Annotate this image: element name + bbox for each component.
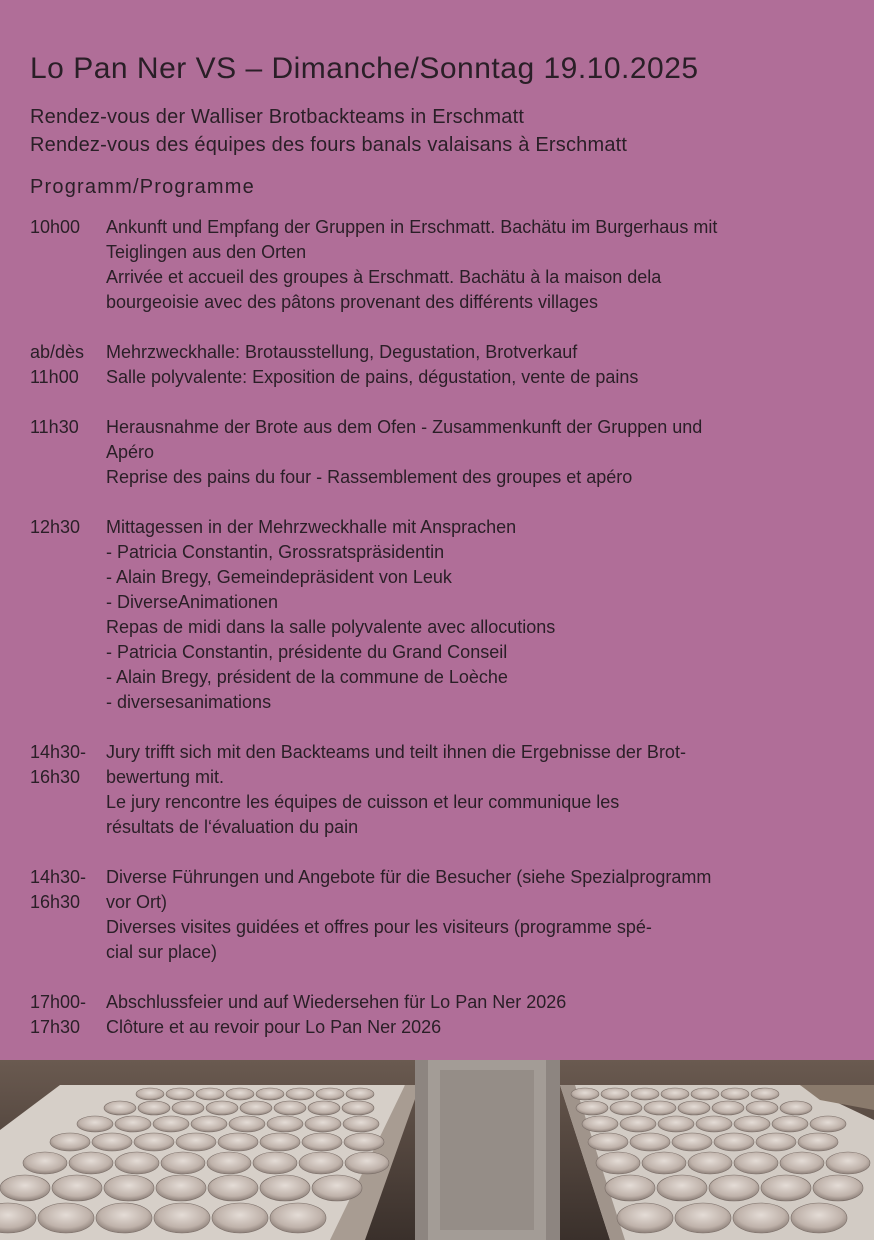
- bread-loaf-icon: [312, 1175, 362, 1201]
- entry-line: - Patricia Constantin, Grossratspräsidentin: [106, 542, 445, 562]
- bread-loaf-icon: [69, 1152, 113, 1174]
- entry-line: bewertung mit.: [106, 767, 225, 787]
- bread-loaf-icon: [172, 1101, 204, 1115]
- entry-time: 14h30- 16h30: [30, 867, 87, 912]
- bread-loaf-icon: [588, 1133, 628, 1151]
- bread-loaf-icon: [96, 1203, 152, 1233]
- program-heading: Programm/Programme: [30, 176, 255, 198]
- page-title: Lo Pan Ner VS – Dimanche/Sonntag 19.10.2025: [30, 52, 699, 85]
- bread-loaf-icon: [791, 1203, 847, 1233]
- entry-time: 17h00- 17h30: [30, 992, 87, 1037]
- schedule-entry-1000: [30, 215, 850, 315]
- bread-loaves-photo: [0, 1060, 874, 1240]
- entry-time: 14h30- 16h30: [30, 742, 87, 787]
- entry-time: ab/dès 11h00: [30, 342, 85, 387]
- bread-loaf-icon: [267, 1116, 303, 1132]
- bread-loaf-icon: [345, 1152, 389, 1174]
- bread-loaf-icon: [678, 1101, 710, 1115]
- schedule-list: [30, 215, 850, 1065]
- bread-loaf-icon: [38, 1203, 94, 1233]
- entry-line: vor Ort): [106, 892, 167, 912]
- bread-loaf-icon: [260, 1175, 310, 1201]
- bread-loaf-icon: [286, 1088, 314, 1100]
- bread-loaf-icon: [316, 1088, 344, 1100]
- bread-loaf-icon: [342, 1101, 374, 1115]
- bread-loaf-icon: [344, 1133, 384, 1151]
- bread-loaf-icon: [772, 1116, 808, 1132]
- bread-loaf-icon: [104, 1101, 136, 1115]
- bread-loaf-icon: [617, 1203, 673, 1233]
- entry-line: Herausnahme der Brote aus dem Ofen - Zusammenkunft der Gruppen und: [106, 417, 703, 437]
- bread-loaf-icon: [136, 1088, 164, 1100]
- bread-loaf-icon: [712, 1101, 744, 1115]
- bread-loaf-icon: [761, 1175, 811, 1201]
- bread-loaf-icon: [156, 1175, 206, 1201]
- bread-loaf-icon: [582, 1116, 618, 1132]
- bread-loaf-icon: [153, 1116, 189, 1132]
- schedule-entry-jury: [30, 740, 850, 840]
- bread-loaf-icon: [260, 1133, 300, 1151]
- bread-loaf-icon: [218, 1133, 258, 1151]
- bread-loaf-icon: [240, 1101, 272, 1115]
- entry-line: Jury trifft sich mit den Backteams und teilt ihnen die Ergebnisse der Brot-: [106, 742, 686, 762]
- entry-line: - diversesanimations: [106, 692, 272, 712]
- bread-loaf-icon: [751, 1088, 779, 1100]
- bread-loaf-icon: [305, 1116, 341, 1132]
- bread-loaf-icon: [733, 1203, 789, 1233]
- schedule-entry-1100: [30, 340, 850, 390]
- bread-loaf-icon: [601, 1088, 629, 1100]
- bread-loaf-icon: [115, 1116, 151, 1132]
- bread-loaf-icon: [104, 1175, 154, 1201]
- schedule-entry-1230: [30, 515, 850, 715]
- bread-loaf-icon: [274, 1101, 306, 1115]
- entry-line: - Alain Bregy, président de la commune de Loèche: [106, 667, 508, 687]
- entry-line: cial sur place): [106, 942, 218, 962]
- entry-line: Apéro: [106, 442, 155, 462]
- bread-loaf-icon: [299, 1152, 343, 1174]
- bread-loaf-icon: [226, 1088, 254, 1100]
- bread-loaf-icon: [780, 1101, 812, 1115]
- bread-loaf-icon: [212, 1203, 268, 1233]
- entry-line: Arrivée et accueil des groupes à Erschmatt. Bachätu à la maison dela: [106, 267, 662, 287]
- entry-time: 12h30: [30, 517, 81, 537]
- bread-loaf-icon: [115, 1152, 159, 1174]
- entry-line: Diverse Führungen und Angebote für die Besucher (siehe Spezialprogramm: [106, 867, 712, 887]
- bread-loaf-icon: [208, 1175, 258, 1201]
- bread-loaf-icon: [826, 1152, 870, 1174]
- bread-loaf-icon: [696, 1116, 732, 1132]
- bread-loaf-icon: [166, 1088, 194, 1100]
- bread-loaf-icon: [620, 1116, 656, 1132]
- bread-loaf-icon: [571, 1088, 599, 1100]
- bread-loaf-icon: [52, 1175, 102, 1201]
- bread-loaf-icon: [270, 1203, 326, 1233]
- bread-loaf-icon: [253, 1152, 297, 1174]
- bread-loaf-icon: [631, 1088, 659, 1100]
- entry-line: Teiglingen aus den Orten: [106, 242, 307, 262]
- bread-photo-illustration: [0, 1060, 874, 1240]
- bread-loaf-icon: [196, 1088, 224, 1100]
- bread-loaf-icon: [50, 1133, 90, 1151]
- bread-loaf-icon: [77, 1116, 113, 1132]
- schedule-entry-tours: [30, 865, 850, 965]
- entry-time: 11h30: [30, 417, 79, 437]
- subtitle-french: Rendez-vous des équipes des fours banals valaisans à Erschmatt: [30, 134, 628, 156]
- bread-loaf-icon: [642, 1152, 686, 1174]
- entry-line: bourgeoisie avec des pâtons provenant des différents villages: [106, 292, 598, 312]
- bread-loaf-icon: [229, 1116, 265, 1132]
- bread-loaf-icon: [346, 1088, 374, 1100]
- entry-line: - Patricia Constantin, présidente du Grand Conseil: [106, 642, 508, 662]
- bread-loaf-icon: [308, 1101, 340, 1115]
- entry-line: Clôture et au revoir pour Lo Pan Ner 2026: [106, 1017, 442, 1037]
- bread-loaf-icon: [191, 1116, 227, 1132]
- bread-loaf-icon: [138, 1101, 170, 1115]
- bread-loaf-icon: [161, 1152, 205, 1174]
- bread-loaf-icon: [734, 1116, 770, 1132]
- bread-loaf-icon: [23, 1152, 67, 1174]
- bread-loaf-icon: [154, 1203, 210, 1233]
- bread-loaf-icon: [780, 1152, 824, 1174]
- entry-line: Repas de midi dans la salle polyvalente avec allocutions: [106, 617, 556, 637]
- bread-loaf-icon: [207, 1152, 251, 1174]
- bread-loaf-icon: [675, 1203, 731, 1233]
- entry-time: 10h00: [30, 217, 81, 237]
- bread-loaf-icon: [630, 1133, 670, 1151]
- bread-loaf-icon: [661, 1088, 689, 1100]
- entry-line: Ankunft und Empfang der Gruppen in Erschmatt. Bachätu im Burgerhaus mit: [106, 217, 718, 237]
- bread-loaf-icon: [813, 1175, 863, 1201]
- entry-line: résultats de l‘évaluation du pain: [106, 817, 359, 837]
- schedule-entry-1130: [30, 415, 850, 490]
- bread-loaf-icon: [714, 1133, 754, 1151]
- bread-loaf-icon: [688, 1152, 732, 1174]
- bread-loaf-icon: [256, 1088, 284, 1100]
- bread-loaf-icon: [302, 1133, 342, 1151]
- bread-loaf-icon: [176, 1133, 216, 1151]
- bread-loaf-icon: [92, 1133, 132, 1151]
- bread-loaf-icon: [810, 1116, 846, 1132]
- bread-loaf-icon: [343, 1116, 379, 1132]
- bread-loaf-icon: [691, 1088, 719, 1100]
- bread-loaf-icon: [610, 1101, 642, 1115]
- bread-loaf-icon: [644, 1101, 676, 1115]
- schedule-entry-closing: [30, 990, 850, 1040]
- entry-line: Mehrzweckhalle: Brotausstellung, Degustation, Brotverkauf: [106, 342, 578, 362]
- bread-loaf-icon: [756, 1133, 796, 1151]
- bread-loaf-icon: [672, 1133, 712, 1151]
- bread-loaf-icon: [605, 1175, 655, 1201]
- bread-loaf-icon: [134, 1133, 174, 1151]
- bread-loaf-icon: [798, 1133, 838, 1151]
- entry-line: Diverses visites guidées et offres pour les visiteurs (programme spé-: [106, 917, 652, 937]
- bread-loaf-icon: [709, 1175, 759, 1201]
- entry-line: Mittagessen in der Mehrzweckhalle mit Ansprachen: [106, 517, 517, 537]
- bread-loaf-icon: [0, 1175, 50, 1201]
- bread-loaf-icon: [596, 1152, 640, 1174]
- entry-line: Reprise des pains du four - Rassemblement des groupes et apéro: [106, 467, 633, 487]
- bread-loaf-icon: [657, 1175, 707, 1201]
- entry-line: Salle polyvalente: Exposition de pains, dégustation, vente de pains: [106, 367, 639, 387]
- subtitle-german: Rendez-vous der Walliser Brotbackteams in Erschmatt: [30, 106, 525, 128]
- bread-loaf-icon: [658, 1116, 694, 1132]
- entry-line: Le jury rencontre les équipes de cuisson et leur communique les: [106, 792, 620, 812]
- entry-line: - DiverseAnimationen: [106, 592, 279, 612]
- bread-loaf-icon: [746, 1101, 778, 1115]
- entry-line: - Alain Bregy, Gemeindepräsident von Leuk: [106, 567, 452, 587]
- bread-loaf-icon: [206, 1101, 238, 1115]
- bread-loaf-icon: [721, 1088, 749, 1100]
- entry-line: Abschlussfeier und auf Wiedersehen für Lo Pan Ner 2026: [106, 992, 567, 1012]
- bread-loaf-icon: [576, 1101, 608, 1115]
- bread-loaf-icon: [734, 1152, 778, 1174]
